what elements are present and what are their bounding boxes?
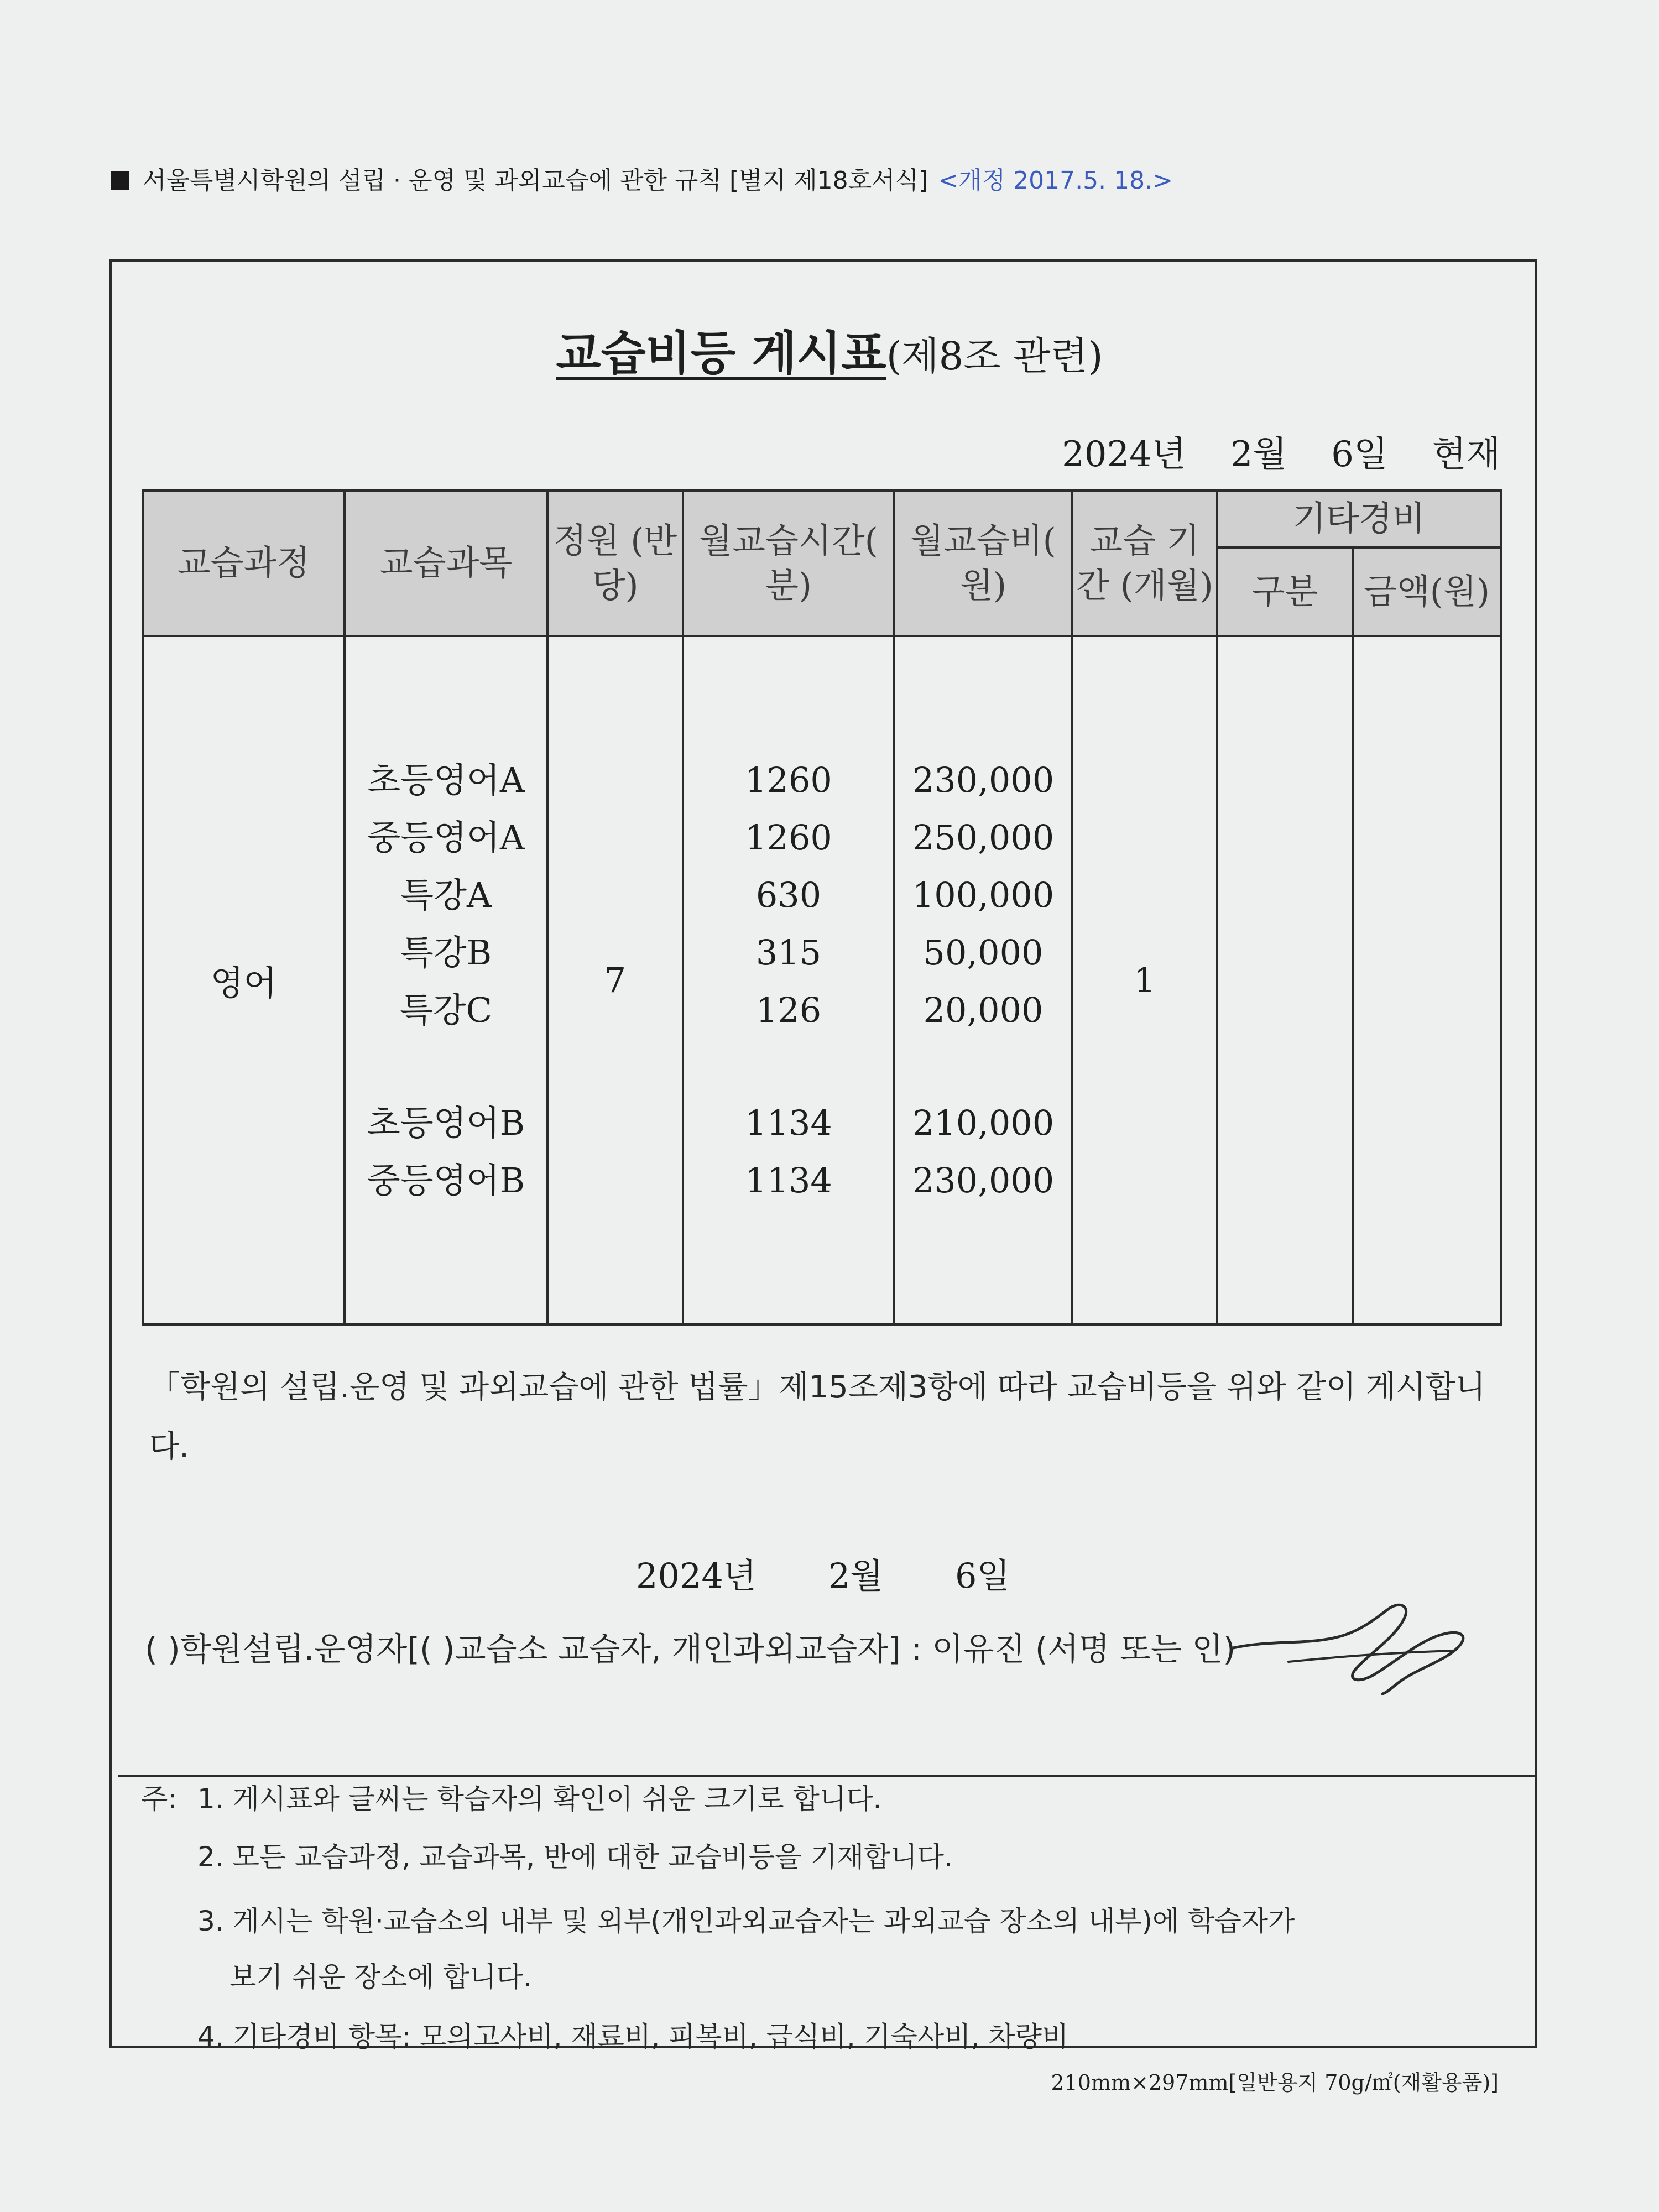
title-sub: (제8조 관련) — [886, 333, 1103, 379]
subject-item: 초등영어B — [367, 1102, 525, 1143]
header-capacity: 정원 (반당) — [547, 491, 683, 636]
fee-item: 100,000 — [912, 874, 1055, 915]
fee-item: 230,000 — [912, 1160, 1055, 1201]
form-title — [0, 316, 1659, 383]
minutes-item: 126 — [755, 989, 822, 1030]
fee-item: 50,000 — [923, 932, 1044, 973]
note-item: 1. 게시표와 글씨는 학습자의 확인이 쉬운 크기로 합니다. — [197, 1783, 882, 1815]
regulation-text: 서울특별시학원의 설립 · 운영 및 과외교습에 관한 규칙 [별지 제18호서식] — [143, 166, 928, 195]
header-other-type: 구분 — [1217, 547, 1353, 636]
minutes-cell — [683, 636, 894, 1324]
fee-table — [142, 489, 1502, 1326]
subject-item: 중등영어A — [367, 817, 525, 858]
minutes-item: 1260 — [745, 759, 832, 800]
fee-item: 250,000 — [912, 817, 1055, 858]
note-item: 4. 기타경비 항목: 모의고사비, 재료비, 피복비, 급식비, 기숙사비, 차량비 — [197, 2021, 1069, 2053]
subject-item: 특강B — [400, 932, 492, 973]
note-item: 3. 게시는 학원·교습소의 내부 및 외부(개인과외교습자는 과외교습 장소의 내부)에 학습자가 — [197, 1905, 1295, 1937]
period-cell: 1 — [1072, 636, 1217, 1324]
square-bullet-icon — [111, 171, 129, 190]
signed-date — [636, 1548, 1010, 1598]
handwritten-signature — [1222, 1595, 1477, 1700]
subject-cell — [345, 636, 547, 1324]
as-of-day: 6일 — [1331, 434, 1388, 475]
capacity-cell: 7 — [547, 636, 683, 1324]
fee-item: 210,000 — [912, 1102, 1055, 1143]
minutes-item: 315 — [755, 932, 822, 973]
title-main: 교습비등 게시표 — [556, 326, 886, 380]
signature-line: ( )학원설립.운영자[( )교습소 교습자, 개인과외교습자] : 이유진 (서명 또는 인) — [145, 1630, 1236, 1668]
as-of-date — [1062, 426, 1500, 477]
minutes-item: 1260 — [745, 817, 832, 858]
minutes-item: 630 — [755, 874, 822, 915]
subject-item: 초등영어A — [367, 759, 525, 800]
signed-day: 6일 — [955, 1556, 1010, 1596]
revision-date: <개정 2017.5. 18.> — [938, 166, 1173, 195]
header-period: 교습 기간 (개월) — [1072, 491, 1217, 636]
note-item: 2. 모든 교습과정, 교습과목, 반에 대한 교습비등을 기재합니다. — [197, 1841, 953, 1873]
as-of-month: 2월 — [1230, 434, 1287, 475]
header-other-amount: 금액(원) — [1353, 547, 1501, 636]
notes-prefix: 주: — [141, 1783, 178, 1815]
signed-year: 2024년 — [636, 1556, 757, 1596]
form-header — [111, 160, 1173, 196]
fee-item: 230,000 — [912, 759, 1055, 800]
fee-cell — [894, 636, 1072, 1324]
header-monthly-fee: 월교습비( 원) — [894, 491, 1072, 636]
subject-item: 특강C — [399, 989, 493, 1030]
signed-month: 2월 — [828, 1556, 884, 1596]
minutes-item: 1134 — [745, 1102, 832, 1143]
header-course: 교습과정 — [143, 491, 345, 636]
minutes-item: 1134 — [745, 1160, 832, 1201]
header-monthly-time: 월교습시간( 분) — [683, 491, 894, 636]
subject-item: 중등영어B — [367, 1160, 525, 1201]
header-other-expenses: 기타경비 — [1217, 491, 1501, 547]
course-cell: 영어 — [143, 636, 345, 1324]
fee-item: 20,000 — [923, 989, 1044, 1030]
other-type-cell — [1217, 636, 1353, 1324]
as-of-year: 2024년 — [1062, 434, 1186, 475]
note-item: 보기 쉬운 장소에 합니다. — [229, 1961, 532, 1993]
paper-spec: 210mm×297mm[일반용지 70g/㎡(재활용품)] — [1051, 2070, 1499, 2095]
other-amount-cell — [1353, 636, 1501, 1324]
as-of-suffix: 현재 — [1432, 434, 1501, 475]
subject-item: 특강A — [400, 874, 492, 915]
header-subject: 교습과목 — [345, 491, 547, 636]
posting-statement: 「학원의 설립.운영 및 과외교습에 관한 법률」제15조제3항에 따라 교습비등을 위와 같이 게시합니다. — [149, 1369, 1486, 1465]
